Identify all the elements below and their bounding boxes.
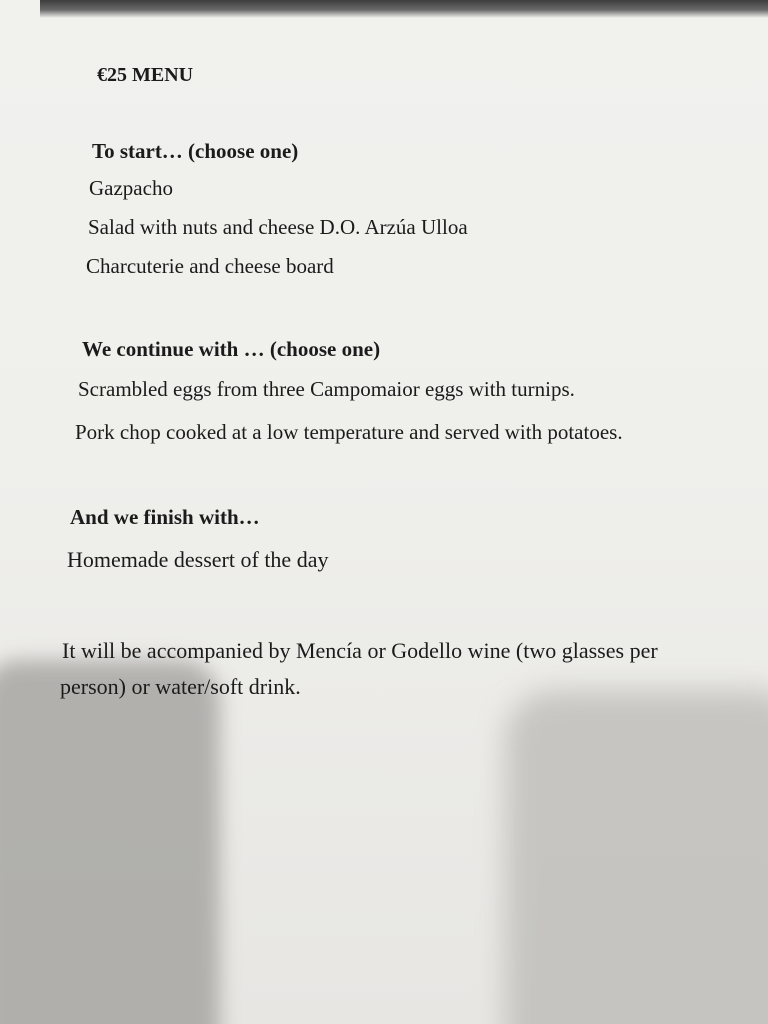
drinks-note-line-2: person) or water/soft drink.: [60, 674, 301, 699]
hand-shadow-right: [505, 690, 768, 1024]
dessert-item: Homemade dessert of the day: [67, 547, 329, 572]
hand-shadow-left: [0, 660, 220, 1024]
main-item-scrambled-eggs: Scrambled eggs from three Campomaior eggs with turnips.: [78, 377, 575, 401]
menu-title: €25 MENU: [97, 64, 194, 86]
section-heading-starters: To start… (choose one): [92, 139, 299, 163]
starter-item-charcuterie: Charcuterie and cheese board: [86, 254, 334, 278]
paper-top-edge: [40, 0, 768, 18]
section-heading-dessert: And we finish with…: [70, 505, 260, 529]
section-heading-mains: We continue with … (choose one): [82, 337, 381, 361]
drinks-note-line-1: It will be accompanied by Mencía or Godello wine (two glasses per: [62, 638, 658, 663]
starter-item-gazpacho: Gazpacho: [89, 176, 173, 200]
main-item-pork-chop: Pork chop cooked at a low temperature and served with potatoes.: [75, 420, 623, 444]
starter-item-salad: Salad with nuts and cheese D.O. Arzúa Ulloa: [88, 215, 468, 239]
